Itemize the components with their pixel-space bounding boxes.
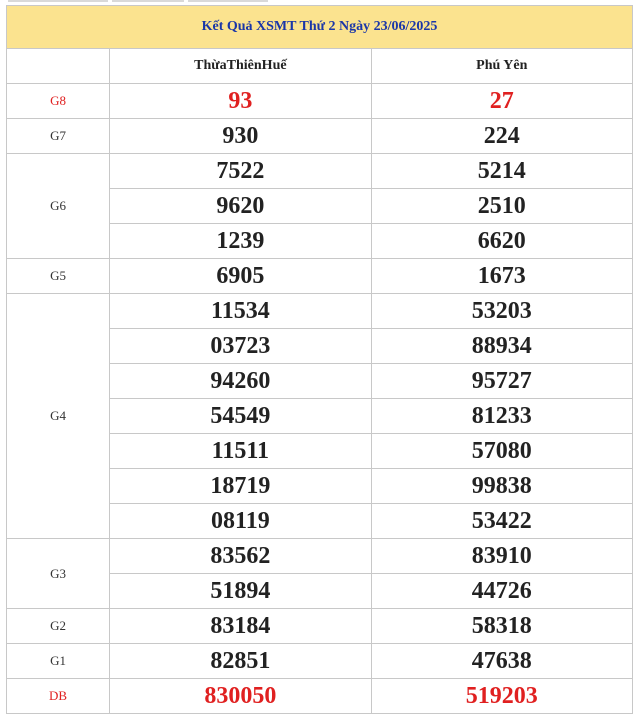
- table-title: Kết Quả XSMT Thứ 2 Ngày 23/06/2025: [7, 6, 633, 49]
- prize-label-g2: G2: [7, 609, 110, 644]
- result-number-phu-yen: 58318: [371, 609, 632, 644]
- province-header-hue[interactable]: ThừaThiênHuế: [110, 49, 371, 84]
- table-row: [7, 679, 633, 714]
- result-number-phu-yen: 6620: [371, 224, 632, 259]
- table-row: [7, 539, 633, 574]
- result-number-phu-yen: 1673: [371, 259, 632, 294]
- result-number-hue: 9620: [110, 189, 371, 224]
- result-number-phu-yen: 224: [371, 119, 632, 154]
- result-number-phu-yen: 5214: [371, 154, 632, 189]
- result-number-hue: 83562: [110, 539, 371, 574]
- result-number-hue: 7522: [110, 154, 371, 189]
- result-number-hue: 18719: [110, 469, 371, 504]
- result-number-hue: 11511: [110, 434, 371, 469]
- prize-column-header: [7, 49, 110, 84]
- result-number-phu-yen: 53422: [371, 504, 632, 539]
- result-number-hue: 1239: [110, 224, 371, 259]
- result-number-hue: 83184: [110, 609, 371, 644]
- result-number-phu-yen: 81233: [371, 399, 632, 434]
- result-number-phu-yen: 57080: [371, 434, 632, 469]
- result-number-hue: 94260: [110, 364, 371, 399]
- prize-label-db: DB: [7, 679, 110, 714]
- prize-label-g3: G3: [7, 539, 110, 609]
- result-number-hue: 93: [110, 84, 371, 119]
- result-number-hue: 930: [110, 119, 371, 154]
- result-number-phu-yen: 519203: [371, 679, 632, 714]
- table-row: [7, 119, 633, 154]
- table-row: [7, 259, 633, 294]
- province-header-phu-yen[interactable]: Phú Yên: [371, 49, 632, 84]
- result-number-hue: 03723: [110, 329, 371, 364]
- table-row: [7, 154, 633, 189]
- result-number-phu-yen: 27: [371, 84, 632, 119]
- prize-label-g1: G1: [7, 644, 110, 679]
- result-number-hue: 11534: [110, 294, 371, 329]
- result-number-hue: 54549: [110, 399, 371, 434]
- result-number-hue: 82851: [110, 644, 371, 679]
- prize-label-g4: G4: [7, 294, 110, 539]
- prize-label-g6: G6: [7, 154, 110, 259]
- result-number-phu-yen: 83910: [371, 539, 632, 574]
- table-row: [7, 84, 633, 119]
- table-row: [7, 294, 633, 329]
- results-container: [6, 5, 633, 714]
- results-body: [7, 84, 633, 714]
- prize-label-g8: G8: [7, 84, 110, 119]
- table-row: [7, 609, 633, 644]
- result-number-phu-yen: 44726: [371, 574, 632, 609]
- result-number-phu-yen: 2510: [371, 189, 632, 224]
- result-number-hue: 830050: [110, 679, 371, 714]
- table-row: [7, 644, 633, 679]
- result-number-hue: 08119: [110, 504, 371, 539]
- result-number-phu-yen: 88934: [371, 329, 632, 364]
- prize-label-g5: G5: [7, 259, 110, 294]
- result-number-phu-yen: 47638: [371, 644, 632, 679]
- result-number-phu-yen: 95727: [371, 364, 632, 399]
- results-table: [6, 5, 633, 714]
- result-number-hue: 6905: [110, 259, 371, 294]
- result-number-phu-yen: 99838: [371, 469, 632, 504]
- result-number-phu-yen: 53203: [371, 294, 632, 329]
- prize-label-g7: G7: [7, 119, 110, 154]
- result-number-hue: 51894: [110, 574, 371, 609]
